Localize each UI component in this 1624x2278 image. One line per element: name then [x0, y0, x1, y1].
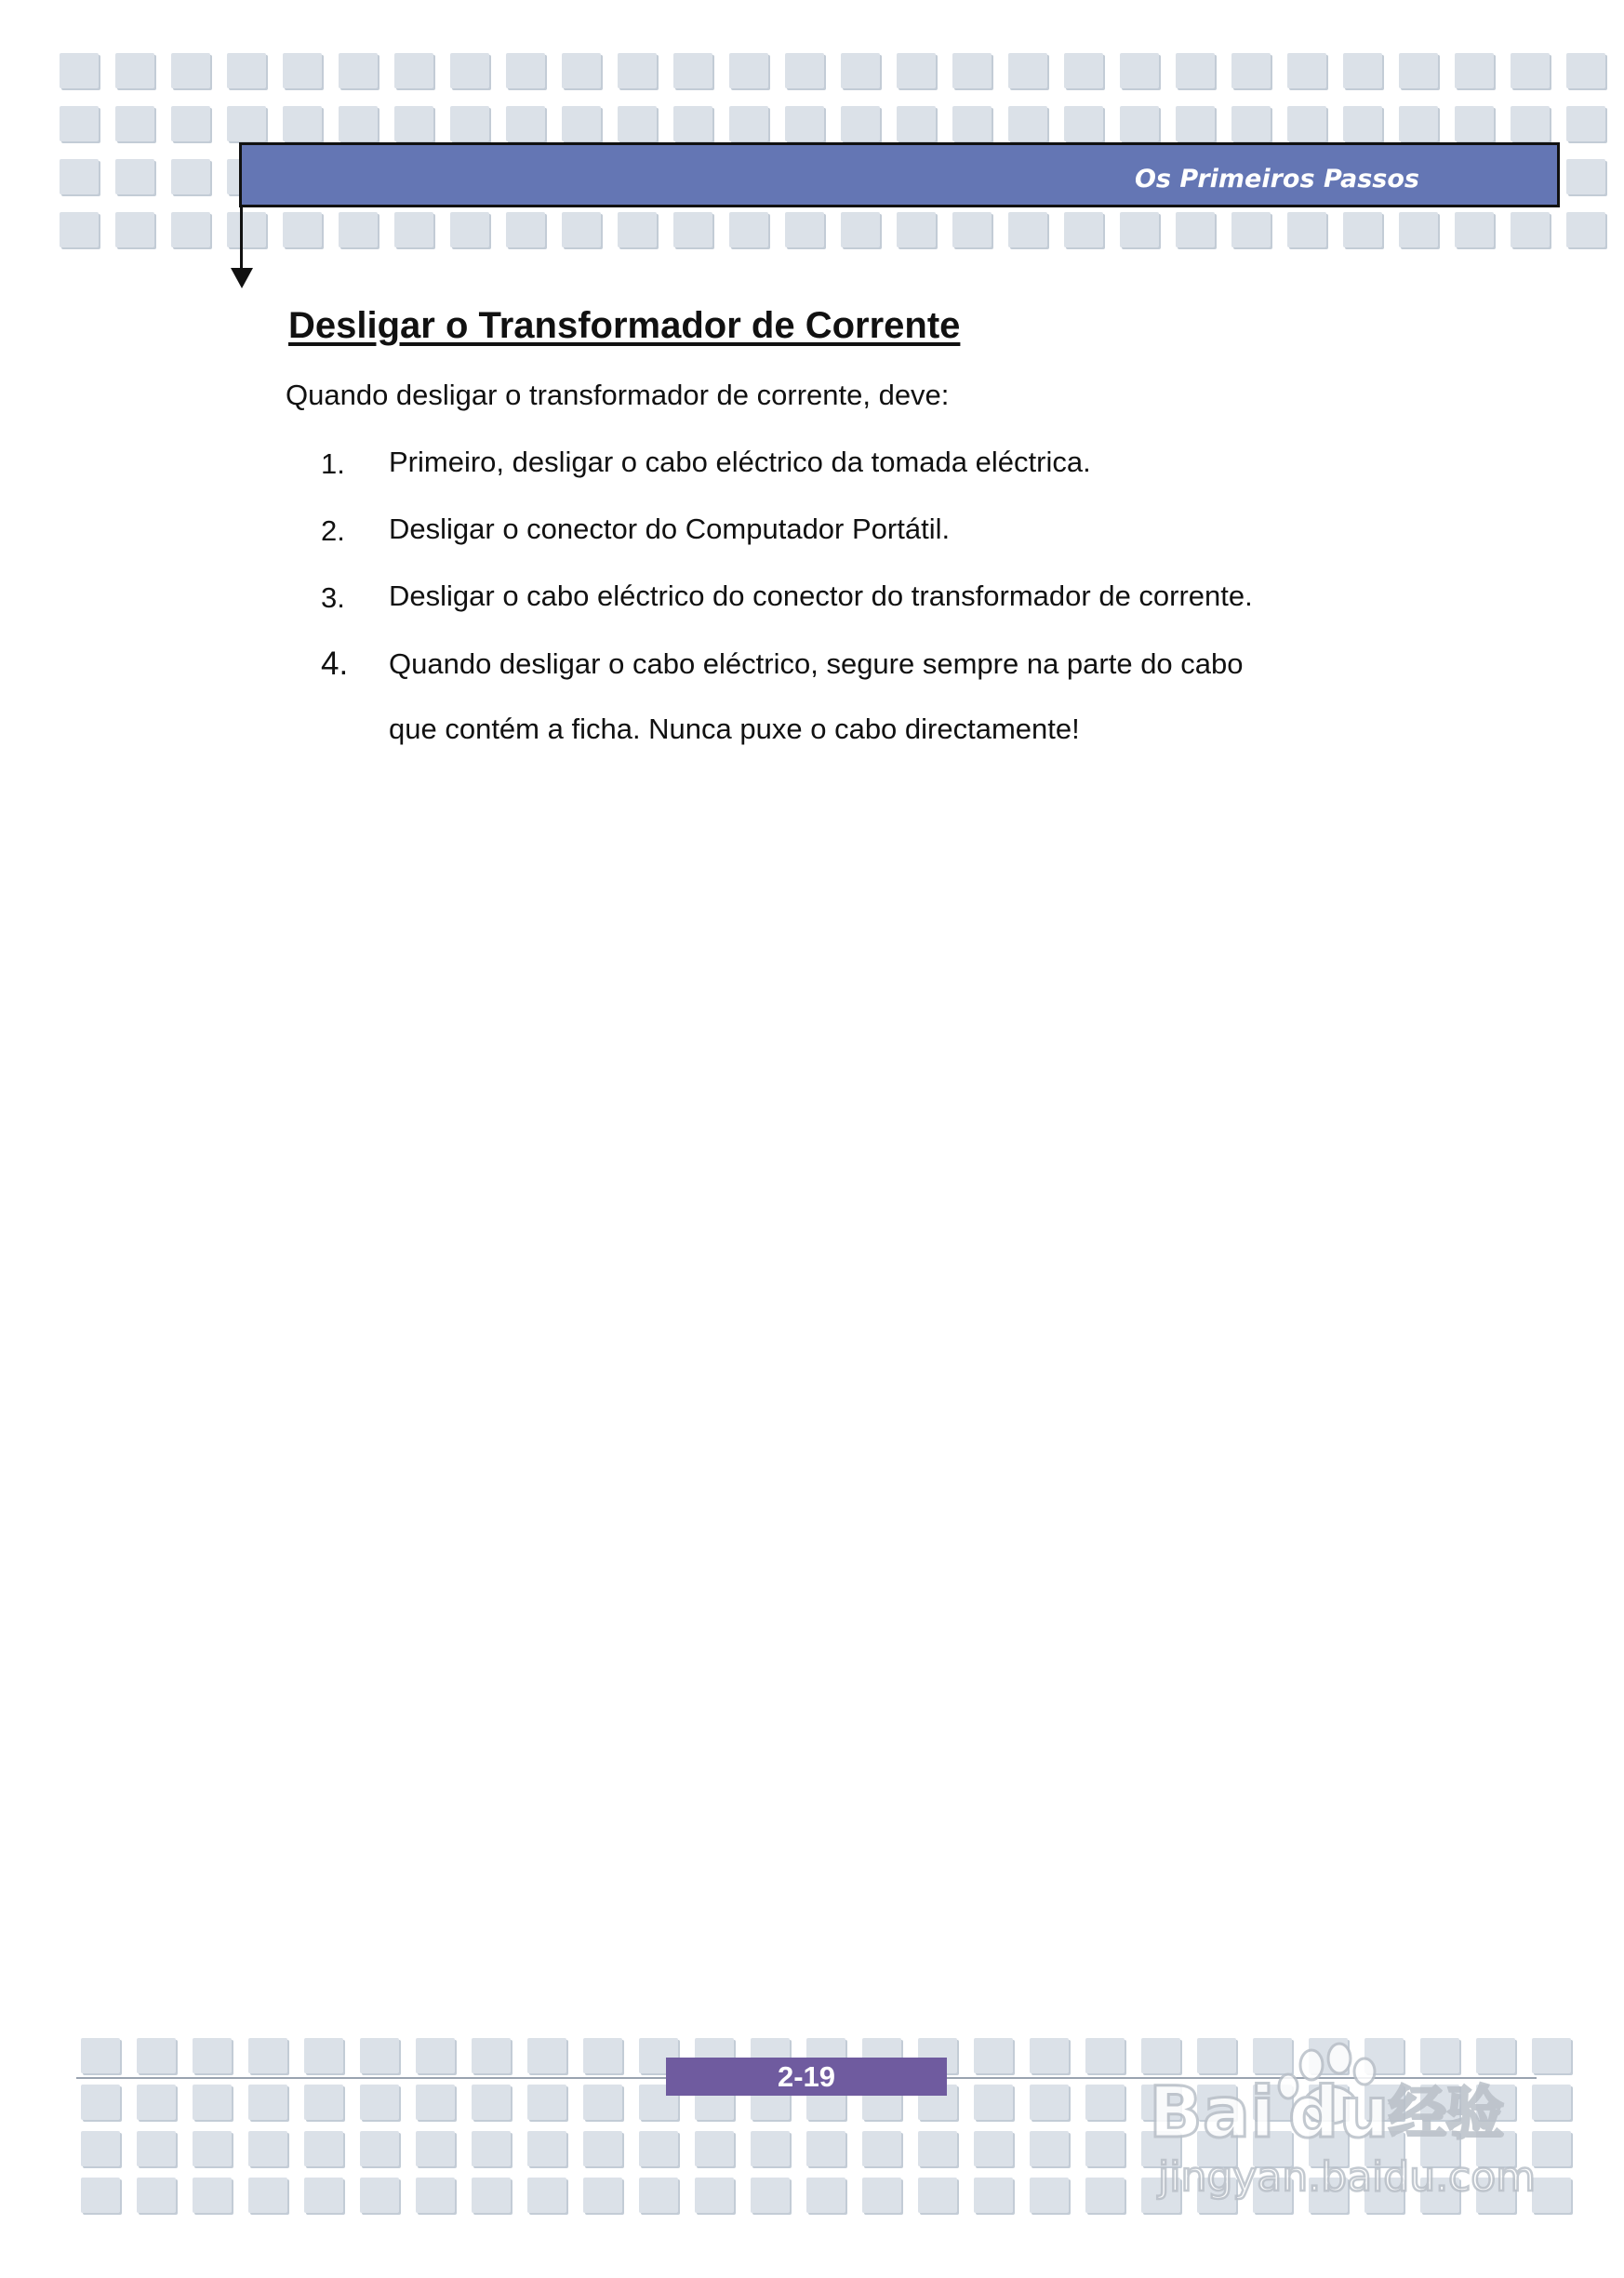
- decorative-tile: [227, 106, 266, 141]
- decorative-tile: [1064, 212, 1103, 247]
- decorative-tile: [527, 2178, 566, 2213]
- decorative-tile: [339, 106, 378, 141]
- list-item-text-line: Quando desligar o cabo eléctrico, segure sempre na parte do cabo: [389, 647, 1244, 680]
- decorative-tile: [1455, 53, 1494, 88]
- decorative-tile: [639, 2131, 678, 2166]
- decorative-tile: [1064, 53, 1103, 88]
- decorative-tile: [841, 106, 880, 141]
- decorative-tile: [171, 159, 210, 194]
- decorative-tile: [1176, 212, 1215, 247]
- decorative-tile: [193, 2131, 232, 2166]
- decorative-tile: [1030, 2131, 1069, 2166]
- list-item-number: 3.: [321, 581, 345, 614]
- watermark-cn-text: 经验: [1389, 2079, 1505, 2147]
- decorative-tile: [193, 2085, 232, 2120]
- list-item-number: 1.: [321, 447, 345, 480]
- decorative-tile: [618, 106, 657, 141]
- decorative-tile: [137, 2085, 176, 2120]
- decorative-tile: [729, 212, 768, 247]
- decorative-tile: [416, 2038, 455, 2073]
- decorative-tile: [583, 2038, 622, 2073]
- list-item-text: [389, 632, 1412, 762]
- decorative-tile: [1120, 106, 1159, 141]
- decorative-tile: [1085, 2038, 1125, 2073]
- decorative-tile: [1085, 2131, 1125, 2166]
- decorative-tile: [81, 2085, 120, 2120]
- decorative-tile: [450, 212, 489, 247]
- decorative-tile: [1566, 212, 1605, 247]
- decorative-tile: [695, 2178, 734, 2213]
- list-item-number: 2.: [321, 514, 345, 547]
- decorative-tile: [1511, 53, 1550, 88]
- decorative-tile: [1287, 53, 1326, 88]
- decorative-tile: [193, 2038, 232, 2073]
- decorative-tile: [1343, 53, 1382, 88]
- decorative-tile: [1511, 106, 1550, 141]
- decorative-tile: [562, 106, 601, 141]
- decorative-tile: [1231, 53, 1271, 88]
- decorative-tile: [416, 2131, 455, 2166]
- decorative-tile: [137, 2038, 176, 2073]
- decorative-tile: [360, 2178, 399, 2213]
- decorative-tile: [751, 2131, 790, 2166]
- decorative-tile: [897, 106, 936, 141]
- decorative-tile: [394, 106, 433, 141]
- decorative-tile: [673, 212, 712, 247]
- decorative-tile: [339, 53, 378, 88]
- decorative-tile: [60, 159, 99, 194]
- decorative-tile: [115, 53, 154, 88]
- chapter-title: Os Primeiros Passos: [1134, 165, 1419, 193]
- decorative-tile: [862, 2131, 901, 2166]
- decorative-tile: [248, 2085, 287, 2120]
- decorative-tile: [1085, 2085, 1125, 2120]
- decorative-tile: [416, 2085, 455, 2120]
- decorative-tile: [583, 2131, 622, 2166]
- decorative-tile: [1030, 2178, 1069, 2213]
- decorative-tile: [171, 106, 210, 141]
- decorative-tile: [472, 2085, 511, 2120]
- decorative-tile: [506, 53, 545, 88]
- decorative-tile: [115, 159, 154, 194]
- decorative-tile: [695, 2131, 734, 2166]
- decorative-tile: [952, 53, 992, 88]
- decorative-tile: [1008, 53, 1047, 88]
- list-item-text-line: que contém a ficha. Nunca puxe o cabo directamente!: [389, 713, 1080, 745]
- pointer-line: [240, 206, 243, 270]
- list-item-text: Desligar o conector do Computador Portátil.: [389, 513, 951, 545]
- decorative-tile: [227, 212, 266, 247]
- decorative-tile: [283, 106, 322, 141]
- decorative-tile: [1176, 106, 1215, 141]
- decorative-tile: [841, 53, 880, 88]
- list-item-text: Desligar o cabo eléctrico do conector do transformador de corrente.: [389, 579, 1253, 612]
- decorative-tile: [527, 2085, 566, 2120]
- decorative-tile: [506, 212, 545, 247]
- decorative-tile: [450, 53, 489, 88]
- decorative-tile: [450, 106, 489, 141]
- decorative-tile: [472, 2038, 511, 2073]
- decorative-tile: [897, 53, 936, 88]
- decorative-tile: [785, 212, 824, 247]
- decorative-tile: [974, 2178, 1013, 2213]
- decorative-tile: [171, 53, 210, 88]
- decorative-tile: [115, 212, 154, 247]
- decorative-tile: [1566, 159, 1605, 194]
- decorative-tile: [1566, 53, 1605, 88]
- decorative-tile: [1287, 106, 1326, 141]
- decorative-tile: [1120, 212, 1159, 247]
- watermark-brand: Bai: [1149, 2071, 1275, 2153]
- decorative-tile: [360, 2085, 399, 2120]
- decorative-tile: [304, 2178, 343, 2213]
- decorative-tile: [974, 2085, 1013, 2120]
- decorative-tile: [785, 53, 824, 88]
- decorative-tile: [527, 2131, 566, 2166]
- decorative-tile: [562, 53, 601, 88]
- decorative-tile: [952, 106, 992, 141]
- decorative-tile: [60, 212, 99, 247]
- decorative-tile: [193, 2178, 232, 2213]
- decorative-tile: [248, 2131, 287, 2166]
- decorative-tile: [1064, 106, 1103, 141]
- decorative-tile: [1008, 212, 1047, 247]
- decorative-tile: [806, 2178, 845, 2213]
- decorative-tile: [81, 2131, 120, 2166]
- decorative-tile: [952, 212, 992, 247]
- decorative-tile: [81, 2038, 120, 2073]
- decorative-tile: [527, 2038, 566, 2073]
- decorative-tile: [1008, 106, 1047, 141]
- decorative-tile: [60, 106, 99, 141]
- decorative-tile: [360, 2038, 399, 2073]
- decorative-tile: [304, 2131, 343, 2166]
- decorative-tile: [506, 106, 545, 141]
- arrow-down-icon: [231, 268, 253, 288]
- decorative-tile: [1287, 212, 1326, 247]
- decorative-tile: [283, 212, 322, 247]
- decorative-tile: [1030, 2038, 1069, 2073]
- decorative-tile: [639, 2178, 678, 2213]
- decorative-tile: [283, 53, 322, 88]
- decorative-tile: [1176, 53, 1215, 88]
- decorative-tile: [394, 53, 433, 88]
- watermark-brand-suffix: du: [1288, 2071, 1390, 2153]
- decorative-tile: [394, 212, 433, 247]
- decorative-tile: [81, 2178, 120, 2213]
- intro-paragraph: Quando desligar o transformador de corrente, deve:: [286, 379, 950, 411]
- decorative-tile: [583, 2085, 622, 2120]
- decorative-tile: [785, 106, 824, 141]
- decorative-tile: [472, 2178, 511, 2213]
- decorative-tile: [1120, 53, 1159, 88]
- decorative-tile: [729, 53, 768, 88]
- decorative-tile: [115, 106, 154, 141]
- decorative-tile: [897, 212, 936, 247]
- decorative-tile: [1343, 106, 1382, 141]
- decorative-tile: [583, 2178, 622, 2213]
- decorative-tile: [360, 2131, 399, 2166]
- decorative-tile: [841, 212, 880, 247]
- decorative-tile: [918, 2131, 957, 2166]
- decorative-tile: [1455, 106, 1494, 141]
- decorative-tile: [1231, 212, 1271, 247]
- header-bar: [239, 142, 1560, 207]
- decorative-tile: [562, 212, 601, 247]
- decorative-tile: [974, 2131, 1013, 2166]
- decorative-tile: [862, 2178, 901, 2213]
- decorative-tile: [60, 53, 99, 88]
- decorative-tile: [304, 2038, 343, 2073]
- decorative-tile: [618, 53, 657, 88]
- decorative-tile: [673, 53, 712, 88]
- decorative-tile: [974, 2038, 1013, 2073]
- decorative-tile: [304, 2085, 343, 2120]
- decorative-tile: [1343, 212, 1382, 247]
- decorative-tile: [1399, 212, 1438, 247]
- decorative-tile: [227, 53, 266, 88]
- decorative-tile: [918, 2178, 957, 2213]
- decorative-tile: [1566, 106, 1605, 141]
- section-title: Desligar o Transformador de Corrente: [288, 305, 961, 346]
- decorative-tile: [137, 2131, 176, 2166]
- decorative-tile: [1399, 106, 1438, 141]
- decorative-tile: [248, 2178, 287, 2213]
- decorative-tile: [248, 2038, 287, 2073]
- decorative-tile: [1455, 212, 1494, 247]
- decorative-tile: [339, 212, 378, 247]
- decorative-tile: [673, 106, 712, 141]
- decorative-tile: [1085, 2178, 1125, 2213]
- decorative-tile: [416, 2178, 455, 2213]
- decorative-tile: [751, 2178, 790, 2213]
- decorative-tile: [806, 2131, 845, 2166]
- decorative-tile: [1511, 212, 1550, 247]
- decorative-tile: [171, 212, 210, 247]
- page-number: 2-19: [666, 2058, 947, 2096]
- watermark-url: jingyan.baidu.com: [1158, 2153, 1537, 2201]
- decorative-tile: [137, 2178, 176, 2213]
- decorative-tile: [1030, 2085, 1069, 2120]
- decorative-tile: [729, 106, 768, 141]
- decorative-tile: [472, 2131, 511, 2166]
- decorative-tile: [1231, 106, 1271, 141]
- list-item-text: Primeiro, desligar o cabo eléctrico da tomada eléctrica.: [389, 446, 1091, 478]
- decorative-tile: [1399, 53, 1438, 88]
- list-item-number: 4.: [321, 646, 349, 682]
- decorative-tile: [618, 212, 657, 247]
- baidu-watermark-logo: [1149, 2032, 1539, 2218]
